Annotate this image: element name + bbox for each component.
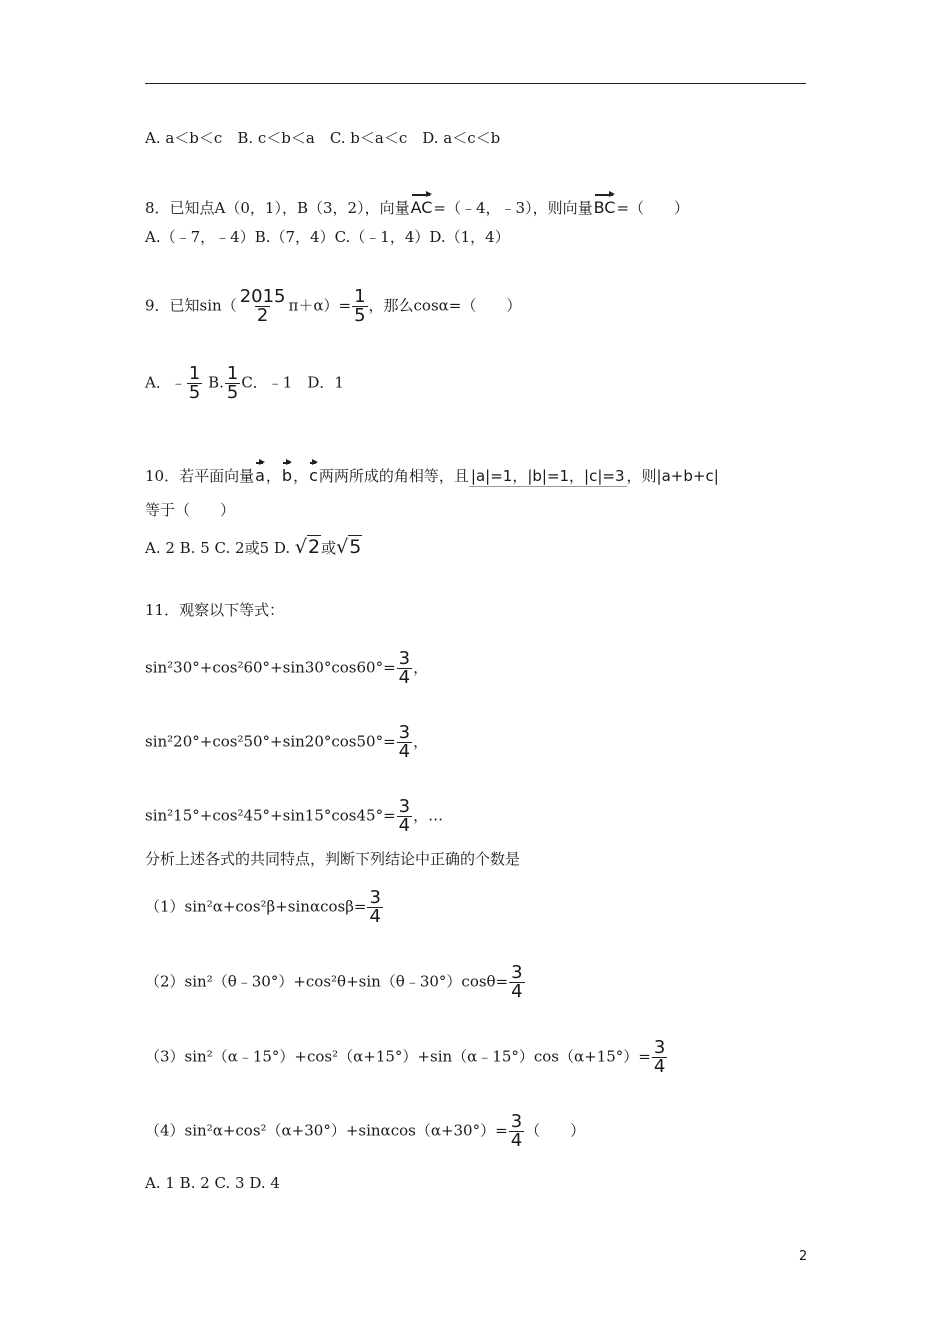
fraction-denominator: 5 [226,382,239,403]
sqrt-2: √2 [294,536,321,558]
q11-title: 11．观察以下等式： [145,601,285,619]
q9-option-a: A．﹣ [145,373,186,392]
fraction-3-over-4 [652,1039,667,1076]
fraction-denominator: 4 [511,981,523,1002]
conclusion-text: （4）sin²α+cos²（α+30°）+sinαcos（α+30°）= [145,1121,508,1140]
conclusion-text: （1）sin²α+cos²β+sinαcosβ= [145,897,367,916]
fraction-numerator: 1 [226,363,239,384]
q9-options [145,365,344,402]
q11-conclusion-2 [145,964,526,1001]
q10-stem-b: 两两所成的角相等，且 [318,467,469,485]
conclusion-text: （3）sin²（α﹣15°）+cos²（α+15°）+sin（α﹣15°）cos（α+15°）= [145,1047,651,1066]
fraction-denominator: 5 [354,305,366,326]
comma: ， [413,732,429,751]
fraction-numerator: 3 [398,796,411,817]
fraction-denominator: 4 [510,1130,523,1151]
q9-stem-b: π＋α）= [288,296,352,315]
fraction-numerator: 3 [653,1037,666,1058]
header-rule [145,83,806,84]
q11-eq3 [145,798,443,835]
answer-blank: （ ） [525,1121,586,1140]
q8-stem [145,190,689,218]
fraction-numerator: 1 [188,363,201,384]
q10-stem-a: 10．若平面向量 [145,467,255,485]
q8-options: A.（﹣7，﹣4）B.（7，4）C.（﹣1，4）D.（1，4） [145,228,510,246]
q10-options [145,537,362,558]
fraction-numerator: 3 [511,962,523,983]
q10-or: 或 [321,539,337,557]
radicand: 5 [349,536,362,558]
vector-c: c [309,458,318,486]
q9-option-b: B. [203,373,224,392]
q11-options: A. 1 B. 2 C. 3 D. 4 [145,1174,280,1192]
q10-options-text: A. 2 B. 5 C. 2或5 D. [145,539,295,557]
fraction-denominator: 4 [653,1056,666,1077]
q10-stem-d: 等于（ ） [145,501,236,519]
fraction-denominator: 4 [398,741,411,762]
q9-option-rest: C．﹣1 D．1 [241,373,344,392]
fraction-option-a [187,365,202,402]
q11-eq1 [145,650,428,687]
fraction-denominator: 5 [188,382,201,403]
fraction-denominator: 2 [256,305,269,326]
q9-stem-c: ，那么cosα=（ ） [368,296,522,315]
fraction-numerator: 3 [369,887,381,908]
fraction-option-b [225,365,240,402]
vector-a: a [255,458,265,486]
fraction-numerator: 3 [398,722,411,743]
q11-conclusion-4 [145,1113,585,1150]
q8-stem-a: 8．已知点A（0，1），B（3，2），向量 [145,199,410,217]
ellipsis: ，… [413,806,444,825]
vector-b: b [282,458,292,486]
q8-stem-c: =（ ） [616,199,690,217]
q10-stem-c: ，则 [626,467,657,485]
q11-analysis: 分析上述各式的共同特点，判断下列结论中正确的个数是 [145,850,521,868]
fraction-3-over-4 [397,798,412,835]
fraction-1-over-5 [352,288,367,325]
fraction-3-over-4 [397,650,412,687]
fraction-3-over-4 [397,724,412,761]
fraction-denominator: 4 [369,906,381,927]
sqrt-5: √5 [336,536,362,558]
conclusion-text: （2）sin²（θ﹣30°）+cos²θ+sin（θ﹣30°）cosθ= [145,972,509,991]
q11-conclusion-1 [145,889,384,926]
fraction-3-over-4 [509,964,524,1001]
vector-bc: BC [594,190,616,218]
fraction-3-over-4 [367,889,382,926]
q7-options: A. a＜b＜c B. c＜b＜a C. b＜a＜c D. a＜c＜b [145,129,501,147]
fraction-numerator: 1 [354,286,366,307]
comma: ， [413,658,429,677]
fraction-numerator: 3 [510,1111,523,1132]
fraction-numerator: 3 [398,648,411,669]
q9-stem [145,288,521,325]
equation-text: sin²20°+cos²50°+sin20°cos50°= [145,732,396,751]
equation-text: sin²15°+cos²45°+sin15°cos45°= [145,806,396,825]
q8-stem-b: =（﹣4，﹣3），则向量 [433,199,593,217]
q11-conclusion-3 [145,1039,668,1076]
fraction-denominator: 4 [398,667,411,688]
q11-eq2 [145,724,428,761]
q10-condition: |a|=1，|b|=1，|c|=3 [470,467,625,485]
fraction-numerator: 2015 [239,286,286,307]
vector-ac: AC [411,190,433,218]
q10-sum-magnitude: |a+b+c| [656,467,719,485]
q10-stem: 10．若平面向量a，b，c两两所成的角相等，且 |a|=1，|b|=1，|c|=3 ，则|a+b+c| [145,458,719,487]
fraction-3-over-4 [509,1113,524,1150]
fraction-2015-over-2 [238,288,288,325]
fraction-denominator: 4 [398,815,411,836]
equation-text: sin²30°+cos²60°+sin30°cos60°= [145,658,396,677]
page-number: 2 [799,1249,808,1264]
radicand: 2 [308,536,321,558]
q9-stem-a: 9．已知sin（ [145,296,237,315]
